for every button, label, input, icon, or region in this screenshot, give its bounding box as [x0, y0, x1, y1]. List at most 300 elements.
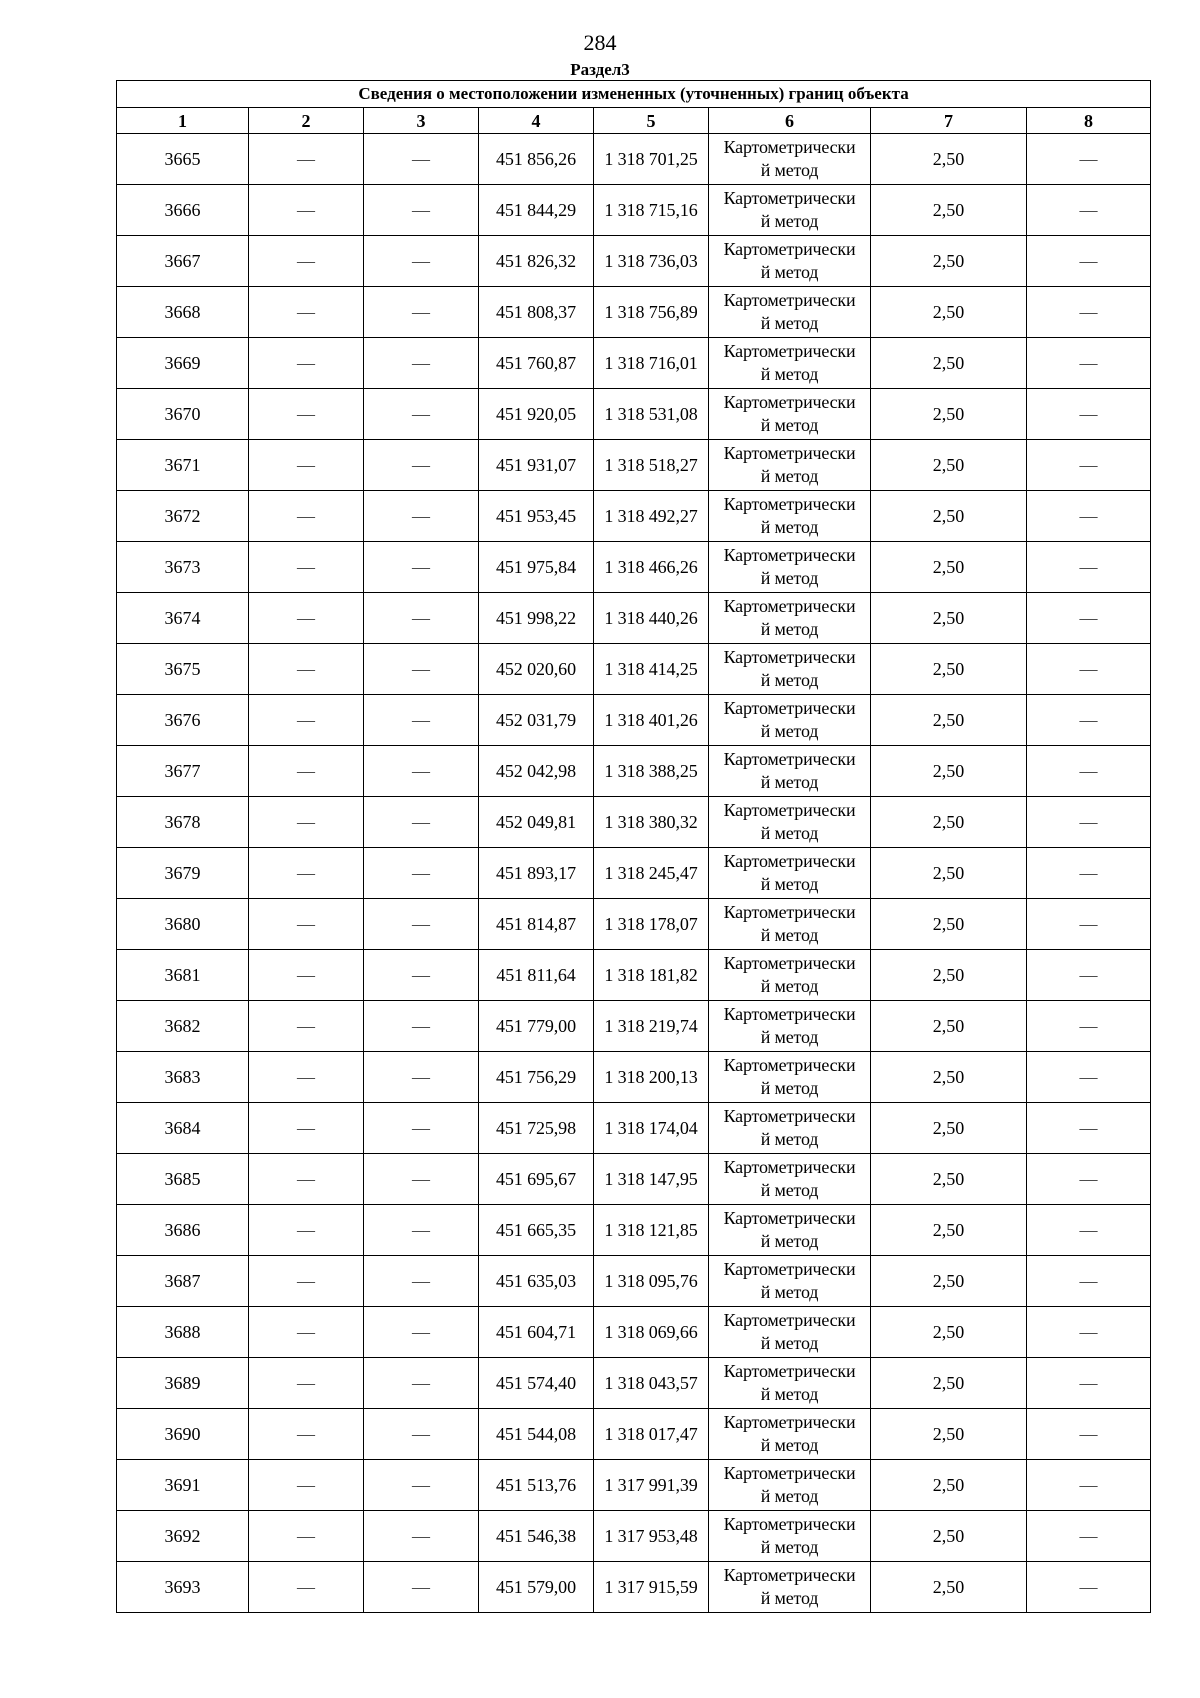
method-text-line: Картометрически	[723, 698, 856, 718]
column-3-cell: —	[364, 185, 479, 236]
x-coordinate-cell: 451 826,32	[479, 236, 594, 287]
table-row	[117, 797, 1151, 848]
method-text-line: Картометрически	[723, 1208, 856, 1228]
table-row	[117, 1511, 1151, 1562]
x-coordinate-cell: 451 695,67	[479, 1154, 594, 1205]
method-cell	[709, 593, 871, 644]
column-3-cell: —	[364, 797, 479, 848]
x-coordinate-cell: 451 893,17	[479, 848, 594, 899]
x-coordinate-cell: 452 031,79	[479, 695, 594, 746]
table-row	[117, 491, 1151, 542]
x-coordinate-cell: 451 513,76	[479, 1460, 594, 1511]
column-3-cell: —	[364, 899, 479, 950]
method-text-line: й метод	[760, 1078, 819, 1098]
column-3-cell: —	[364, 950, 479, 1001]
accuracy-cell: 2,50	[871, 797, 1027, 848]
column-3-cell: —	[364, 1205, 479, 1256]
column-3-cell: —	[364, 1154, 479, 1205]
column-8-cell: —	[1027, 1511, 1151, 1562]
y-coordinate-cell: 1 318 492,27	[594, 491, 709, 542]
table-row	[117, 950, 1151, 1001]
table-row	[117, 1052, 1151, 1103]
column-8-cell: —	[1027, 1256, 1151, 1307]
column-8-cell: —	[1027, 389, 1151, 440]
accuracy-cell: 2,50	[871, 389, 1027, 440]
accuracy-cell: 2,50	[871, 695, 1027, 746]
method-text-line: Картометрически	[723, 1463, 856, 1483]
table-row	[117, 746, 1151, 797]
method-text-line: Картометрически	[723, 953, 856, 973]
point-number-cell: 3677	[117, 746, 249, 797]
method-text-line: Картометрически	[723, 1565, 856, 1585]
column-number: 3	[364, 108, 479, 134]
column-2-cell: —	[249, 1460, 364, 1511]
column-3-cell: —	[364, 134, 479, 185]
column-8-cell: —	[1027, 1358, 1151, 1409]
x-coordinate-cell: 451 975,84	[479, 542, 594, 593]
column-number: 6	[709, 108, 871, 134]
table-row	[117, 287, 1151, 338]
method-text-line: й метод	[760, 874, 819, 894]
column-3-cell: —	[364, 542, 479, 593]
x-coordinate-cell: 451 574,40	[479, 1358, 594, 1409]
column-number: 4	[479, 108, 594, 134]
column-8-cell: —	[1027, 1562, 1151, 1613]
column-8-cell: —	[1027, 491, 1151, 542]
column-8-cell: —	[1027, 644, 1151, 695]
column-2-cell: —	[249, 1154, 364, 1205]
method-text-line: й метод	[760, 1537, 819, 1557]
x-coordinate-cell: 451 931,07	[479, 440, 594, 491]
y-coordinate-cell: 1 317 991,39	[594, 1460, 709, 1511]
accuracy-cell: 2,50	[871, 1562, 1027, 1613]
column-number: 2	[249, 108, 364, 134]
point-number-cell: 3684	[117, 1103, 249, 1154]
column-number-row	[117, 108, 1151, 134]
method-cell	[709, 848, 871, 899]
column-3-cell: —	[364, 440, 479, 491]
method-cell	[709, 1154, 871, 1205]
accuracy-cell: 2,50	[871, 1256, 1027, 1307]
x-coordinate-cell: 451 779,00	[479, 1001, 594, 1052]
point-number-cell: 3685	[117, 1154, 249, 1205]
column-2-cell: —	[249, 389, 364, 440]
accuracy-cell: 2,50	[871, 1001, 1027, 1052]
y-coordinate-cell: 1 318 095,76	[594, 1256, 709, 1307]
point-number-cell: 3690	[117, 1409, 249, 1460]
column-8-cell: —	[1027, 950, 1151, 1001]
page-number: 284	[583, 30, 617, 55]
y-coordinate-cell: 1 318 147,95	[594, 1154, 709, 1205]
table-row	[117, 1307, 1151, 1358]
column-3-cell: —	[364, 1256, 479, 1307]
table-row	[117, 236, 1151, 287]
column-3-cell: —	[364, 1562, 479, 1613]
method-text-line: й метод	[760, 1486, 819, 1506]
column-3-cell: —	[364, 287, 479, 338]
column-2-cell: —	[249, 695, 364, 746]
method-cell	[709, 1205, 871, 1256]
method-cell	[709, 542, 871, 593]
method-text-line: Картометрически	[723, 443, 856, 463]
table-row	[117, 1358, 1151, 1409]
method-text-line: Картометрически	[723, 1106, 856, 1126]
table-row	[117, 134, 1151, 185]
table-caption: Сведения о местоположении измененных (уточненных) границ объекта	[117, 81, 1151, 108]
x-coordinate-cell: 451 579,00	[479, 1562, 594, 1613]
column-2-cell: —	[249, 338, 364, 389]
accuracy-cell: 2,50	[871, 899, 1027, 950]
accuracy-cell: 2,50	[871, 848, 1027, 899]
x-coordinate-cell: 451 725,98	[479, 1103, 594, 1154]
table-row	[117, 440, 1151, 491]
column-3-cell: —	[364, 236, 479, 287]
accuracy-cell: 2,50	[871, 950, 1027, 1001]
accuracy-cell: 2,50	[871, 593, 1027, 644]
method-text-line: Картометрически	[723, 1514, 856, 1534]
column-8-cell: —	[1027, 236, 1151, 287]
column-3-cell: —	[364, 1358, 479, 1409]
column-2-cell: —	[249, 1562, 364, 1613]
y-coordinate-cell: 1 318 121,85	[594, 1205, 709, 1256]
table-row	[117, 542, 1151, 593]
point-number-cell: 3672	[117, 491, 249, 542]
method-cell	[709, 287, 871, 338]
point-number-cell: 3692	[117, 1511, 249, 1562]
column-2-cell: —	[249, 1205, 364, 1256]
section-label: Раздел3	[570, 60, 630, 79]
column-8-cell: —	[1027, 338, 1151, 389]
y-coordinate-cell: 1 318 174,04	[594, 1103, 709, 1154]
point-number-cell: 3693	[117, 1562, 249, 1613]
column-8-cell: —	[1027, 287, 1151, 338]
method-text-line: Картометрически	[723, 1310, 856, 1330]
point-number-cell: 3665	[117, 134, 249, 185]
method-cell	[709, 185, 871, 236]
column-8-cell: —	[1027, 542, 1151, 593]
column-2-cell: —	[249, 1409, 364, 1460]
column-8-cell: —	[1027, 848, 1151, 899]
point-number-cell: 3689	[117, 1358, 249, 1409]
point-number-cell: 3691	[117, 1460, 249, 1511]
y-coordinate-cell: 1 318 701,25	[594, 134, 709, 185]
method-text-line: Картометрически	[723, 1055, 856, 1075]
table-row	[117, 695, 1151, 746]
method-text-line: й метод	[760, 1180, 819, 1200]
table-row	[117, 1001, 1151, 1052]
method-text-line: Картометрически	[723, 341, 856, 361]
method-text-line: й метод	[760, 925, 819, 945]
accuracy-cell: 2,50	[871, 185, 1027, 236]
column-2-cell: —	[249, 950, 364, 1001]
method-cell	[709, 389, 871, 440]
column-3-cell: —	[364, 338, 479, 389]
method-text-line: й метод	[760, 1588, 819, 1608]
column-2-cell: —	[249, 236, 364, 287]
method-text-line: й метод	[760, 517, 819, 537]
accuracy-cell: 2,50	[871, 440, 1027, 491]
x-coordinate-cell: 451 856,26	[479, 134, 594, 185]
column-3-cell: —	[364, 389, 479, 440]
x-coordinate-cell: 451 756,29	[479, 1052, 594, 1103]
column-8-cell: —	[1027, 1409, 1151, 1460]
method-cell	[709, 644, 871, 695]
method-text-line: й метод	[760, 262, 819, 282]
y-coordinate-cell: 1 318 414,25	[594, 644, 709, 695]
method-text-line: й метод	[760, 1384, 819, 1404]
point-number-cell: 3667	[117, 236, 249, 287]
accuracy-cell: 2,50	[871, 542, 1027, 593]
point-number-cell: 3673	[117, 542, 249, 593]
y-coordinate-cell: 1 318 017,47	[594, 1409, 709, 1460]
column-2-cell: —	[249, 797, 364, 848]
y-coordinate-cell: 1 317 953,48	[594, 1511, 709, 1562]
y-coordinate-cell: 1 318 219,74	[594, 1001, 709, 1052]
accuracy-cell: 2,50	[871, 491, 1027, 542]
column-2-cell: —	[249, 287, 364, 338]
method-text-line: Картометрически	[723, 1157, 856, 1177]
column-3-cell: —	[364, 1511, 479, 1562]
method-cell	[709, 1052, 871, 1103]
x-coordinate-cell: 451 844,29	[479, 185, 594, 236]
x-coordinate-cell: 452 042,98	[479, 746, 594, 797]
table-row	[117, 338, 1151, 389]
column-8-cell: —	[1027, 1460, 1151, 1511]
y-coordinate-cell: 1 318 200,13	[594, 1052, 709, 1103]
column-3-cell: —	[364, 848, 479, 899]
point-number-cell: 3687	[117, 1256, 249, 1307]
point-number-cell: 3683	[117, 1052, 249, 1103]
accuracy-cell: 2,50	[871, 134, 1027, 185]
y-coordinate-cell: 1 318 531,08	[594, 389, 709, 440]
method-cell	[709, 695, 871, 746]
point-number-cell: 3674	[117, 593, 249, 644]
method-text-line: й метод	[760, 466, 819, 486]
method-text-line: й метод	[760, 976, 819, 996]
table-caption-row	[117, 81, 1151, 108]
method-text-line: Картометрически	[723, 1259, 856, 1279]
point-number-cell: 3688	[117, 1307, 249, 1358]
point-number-cell: 3670	[117, 389, 249, 440]
point-number-cell: 3671	[117, 440, 249, 491]
method-text-line: Картометрически	[723, 1361, 856, 1381]
accuracy-cell: 2,50	[871, 287, 1027, 338]
x-coordinate-cell: 451 811,64	[479, 950, 594, 1001]
accuracy-cell: 2,50	[871, 1409, 1027, 1460]
column-2-cell: —	[249, 1511, 364, 1562]
method-cell	[709, 1409, 871, 1460]
column-2-cell: —	[249, 644, 364, 695]
y-coordinate-cell: 1 318 401,26	[594, 695, 709, 746]
accuracy-cell: 2,50	[871, 1154, 1027, 1205]
method-text-line: Картометрически	[723, 647, 856, 667]
column-8-cell: —	[1027, 1001, 1151, 1052]
column-3-cell: —	[364, 644, 479, 695]
column-3-cell: —	[364, 1052, 479, 1103]
column-8-cell: —	[1027, 440, 1151, 491]
table-row	[117, 1256, 1151, 1307]
method-cell	[709, 899, 871, 950]
method-text-line: Картометрически	[723, 1004, 856, 1024]
column-8-cell: —	[1027, 1052, 1151, 1103]
accuracy-cell: 2,50	[871, 1460, 1027, 1511]
method-text-line: Картометрически	[723, 596, 856, 616]
column-number: 5	[594, 108, 709, 134]
method-text-line: й метод	[760, 1282, 819, 1302]
column-2-cell: —	[249, 491, 364, 542]
point-number-cell: 3666	[117, 185, 249, 236]
table-row	[117, 1409, 1151, 1460]
point-number-cell: 3686	[117, 1205, 249, 1256]
accuracy-cell: 2,50	[871, 236, 1027, 287]
accuracy-cell: 2,50	[871, 1052, 1027, 1103]
column-8-cell: —	[1027, 746, 1151, 797]
y-coordinate-cell: 1 318 518,27	[594, 440, 709, 491]
column-2-cell: —	[249, 593, 364, 644]
column-2-cell: —	[249, 848, 364, 899]
column-3-cell: —	[364, 1307, 479, 1358]
method-text-line: й метод	[760, 415, 819, 435]
column-number: 1	[117, 108, 249, 134]
y-coordinate-cell: 1 318 178,07	[594, 899, 709, 950]
point-number-cell: 3680	[117, 899, 249, 950]
y-coordinate-cell: 1 318 245,47	[594, 848, 709, 899]
table-row	[117, 593, 1151, 644]
column-8-cell: —	[1027, 695, 1151, 746]
method-text-line: й метод	[760, 211, 819, 231]
method-text-line: Картометрически	[723, 800, 856, 820]
point-number-cell: 3678	[117, 797, 249, 848]
table-row	[117, 1460, 1151, 1511]
method-text-line: й метод	[760, 1027, 819, 1047]
method-text-line: Картометрически	[723, 188, 856, 208]
column-8-cell: —	[1027, 1103, 1151, 1154]
column-3-cell: —	[364, 1460, 479, 1511]
method-cell	[709, 1562, 871, 1613]
table-row	[117, 899, 1151, 950]
x-coordinate-cell: 451 544,08	[479, 1409, 594, 1460]
method-cell	[709, 1358, 871, 1409]
column-2-cell: —	[249, 899, 364, 950]
method-text-line: й метод	[760, 772, 819, 792]
x-coordinate-cell: 451 665,35	[479, 1205, 594, 1256]
column-2-cell: —	[249, 1052, 364, 1103]
method-text-line: Картометрически	[723, 851, 856, 871]
point-number-cell: 3669	[117, 338, 249, 389]
method-text-line: й метод	[760, 1231, 819, 1251]
column-3-cell: —	[364, 1001, 479, 1052]
column-8-cell: —	[1027, 1307, 1151, 1358]
point-number-cell: 3682	[117, 1001, 249, 1052]
column-3-cell: —	[364, 746, 479, 797]
column-3-cell: —	[364, 1409, 479, 1460]
method-cell	[709, 1001, 871, 1052]
point-number-cell: 3668	[117, 287, 249, 338]
method-text-line: й метод	[760, 1129, 819, 1149]
column-8-cell: —	[1027, 134, 1151, 185]
method-cell	[709, 1460, 871, 1511]
x-coordinate-cell: 451 546,38	[479, 1511, 594, 1562]
column-2-cell: —	[249, 1307, 364, 1358]
y-coordinate-cell: 1 318 466,26	[594, 542, 709, 593]
column-3-cell: —	[364, 1103, 479, 1154]
accuracy-cell: 2,50	[871, 1205, 1027, 1256]
column-number: 7	[871, 108, 1027, 134]
column-2-cell: —	[249, 1103, 364, 1154]
method-cell	[709, 746, 871, 797]
method-text-line: Картометрически	[723, 494, 856, 514]
x-coordinate-cell: 451 953,45	[479, 491, 594, 542]
method-text-line: й метод	[760, 823, 819, 843]
method-cell	[709, 1307, 871, 1358]
method-cell	[709, 1511, 871, 1562]
method-cell	[709, 491, 871, 542]
x-coordinate-cell: 451 808,37	[479, 287, 594, 338]
column-2-cell: —	[249, 746, 364, 797]
table-row	[117, 848, 1151, 899]
point-number-cell: 3681	[117, 950, 249, 1001]
method-text-line: й метод	[760, 619, 819, 639]
method-text-line: й метод	[760, 1333, 819, 1353]
column-2-cell: —	[249, 440, 364, 491]
method-cell	[709, 440, 871, 491]
method-text-line: Картометрически	[723, 290, 856, 310]
method-text-line: Картометрически	[723, 749, 856, 769]
column-8-cell: —	[1027, 593, 1151, 644]
column-8-cell: —	[1027, 185, 1151, 236]
y-coordinate-cell: 1 318 440,26	[594, 593, 709, 644]
method-cell	[709, 1256, 871, 1307]
y-coordinate-cell: 1 318 388,25	[594, 746, 709, 797]
method-cell	[709, 236, 871, 287]
column-3-cell: —	[364, 695, 479, 746]
table-row	[117, 644, 1151, 695]
column-2-cell: —	[249, 185, 364, 236]
method-text-line: й метод	[760, 1435, 819, 1455]
y-coordinate-cell: 1 318 181,82	[594, 950, 709, 1001]
y-coordinate-cell: 1 318 756,89	[594, 287, 709, 338]
accuracy-cell: 2,50	[871, 746, 1027, 797]
x-coordinate-cell: 451 635,03	[479, 1256, 594, 1307]
method-text-line: й метод	[760, 568, 819, 588]
column-8-cell: —	[1027, 899, 1151, 950]
method-cell	[709, 950, 871, 1001]
x-coordinate-cell: 451 814,87	[479, 899, 594, 950]
point-number-cell: 3675	[117, 644, 249, 695]
table-body	[117, 134, 1151, 1613]
method-text-line: Картометрически	[723, 545, 856, 565]
method-text-line: Картометрически	[723, 902, 856, 922]
table-row	[117, 1154, 1151, 1205]
method-cell	[709, 1103, 871, 1154]
x-coordinate-cell: 451 760,87	[479, 338, 594, 389]
y-coordinate-cell: 1 318 736,03	[594, 236, 709, 287]
method-text-line: Картометрически	[723, 239, 856, 259]
column-8-cell: —	[1027, 797, 1151, 848]
accuracy-cell: 2,50	[871, 644, 1027, 695]
method-text-line: й метод	[760, 721, 819, 741]
table-row	[117, 1103, 1151, 1154]
method-text-line: Картометрически	[723, 392, 856, 412]
y-coordinate-cell: 1 318 043,57	[594, 1358, 709, 1409]
table-row	[117, 185, 1151, 236]
column-8-cell: —	[1027, 1205, 1151, 1256]
column-2-cell: —	[249, 1256, 364, 1307]
x-coordinate-cell: 451 604,71	[479, 1307, 594, 1358]
x-coordinate-cell: 452 049,81	[479, 797, 594, 848]
table-row	[117, 389, 1151, 440]
table-row	[117, 1562, 1151, 1613]
